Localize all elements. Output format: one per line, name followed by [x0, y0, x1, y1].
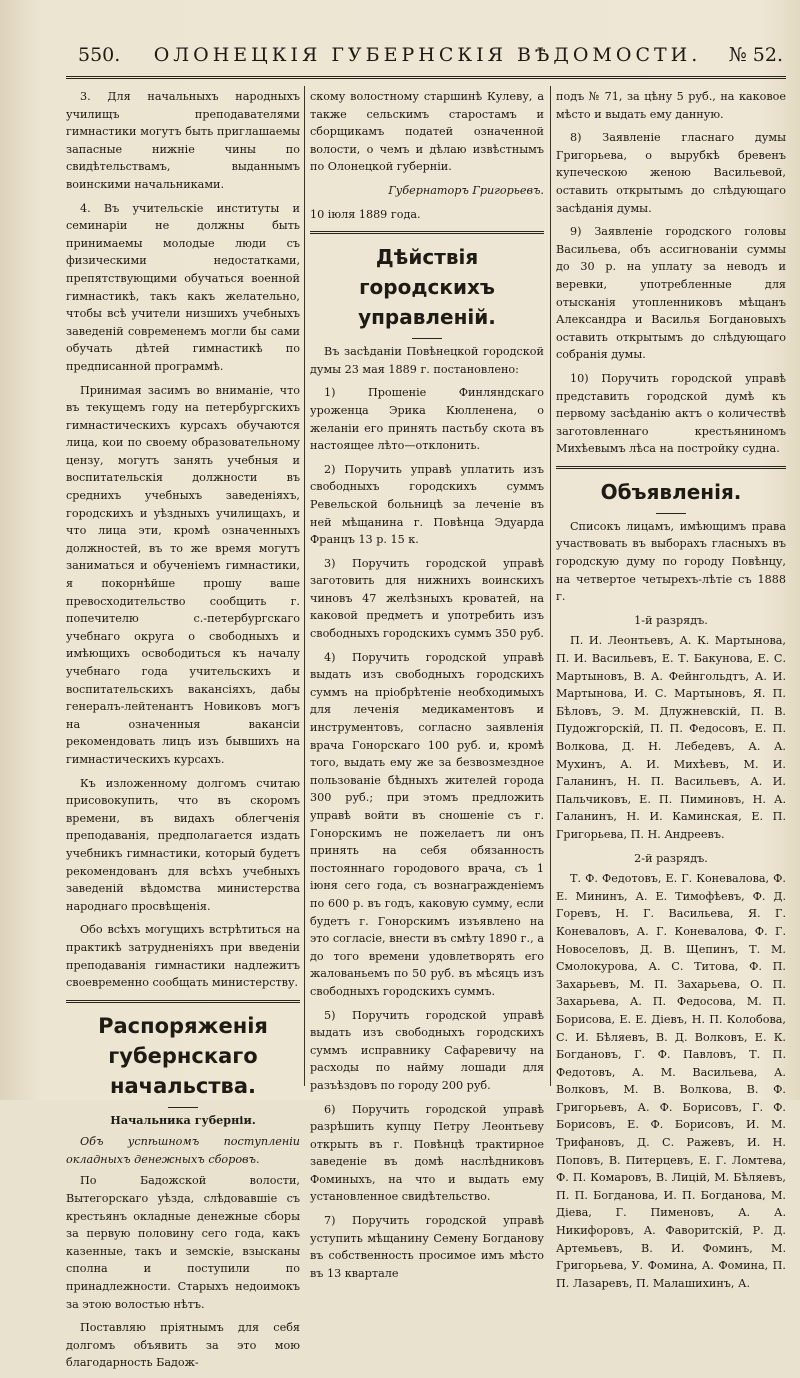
short-divider	[412, 338, 442, 339]
section-rule	[556, 466, 786, 469]
list-item: 10) Поручить городской управѣ представить городской думѣ къ первому засѣданію актъ о количествѣ заготовленнаго крестьяниномъ Михѣевымъ лѣса на постройку судна.	[556, 371, 786, 456]
section-heading: Дѣйствія городскихъ управленій.	[358, 245, 496, 330]
date-line: 10 іюля 1889 года.	[310, 207, 421, 221]
name-list: Т. Ф. Федотовъ, Е. Г. Коневалова, Ф. Е. Мининъ, А. Е. Тимофѣевъ, Ф. Д. Горевъ, Н. Г. Васильева, Я. Г. Коневаловъ, А. Г. Коневалова, Ф. Г. Новоселовъ, Д. В. Щепинъ, Т. М. Смолокурова, А. С. Титова, Ф. П. Захарьевъ, М. П. Захарьева, О. П. Захарьева, А. П. Федосова, М. П. Борисова, Е. Е. Дiевъ, Н. П. Колобова, С. И. Бѣляевъ, В. Д. Волковъ, Е. К. Богдановъ, Г. Ф. Павловъ, Т. П. Федотовъ, А. М. Васильева, А. Волковъ, М. В. Волкова, В. Ф. Григорьевъ, А. Ф. Борисовъ, Г. Ф. Борисовъ, Е. Ф. Борисовъ, И. М. Трифановъ, Д. С. Ражевъ, И. Н. Поповъ, В. Питерцевъ, Е. Г. Ломтева, Ф. П. Комаровъ, В. Лицій, М. Бѣляевъ, П. П. Богданова, И. П. Богданова, М. Дiева, Г. Пименовъ, А. А. Никифоровъ, А. Фаворитскій, Р. Д. Артемьевъ, В. И. Фоминъ, М. Григорьева, У. Фомина, А. Фомина, П. П. Лазаревъ, П. Малашихинъ, А.	[556, 872, 786, 1290]
paragraph: скому волостному старшинѣ Кулеву, а также сельскимъ старостамъ и сборщикамъ податей означенной волости, о чемъ и дѣлаю извѣстнымъ по Олонецкой губерніи.	[310, 90, 544, 174]
paragraph: По Бадожской волости, Вытегорскаго уѣзда, слѣдовавшіе съ крестьянъ окладные денежные сборы за первую половину сего года, какъ казенные, такъ и земскіе, взысканы сполна и поступили по принадлежности. Старыхъ недоимокъ за этою волостью нѣтъ.	[66, 1174, 300, 1311]
subheading: Начальника губерніи.	[110, 1112, 256, 1127]
page-number: 550.	[78, 44, 121, 66]
column-3	[556, 88, 786, 1298]
short-divider	[656, 513, 686, 514]
paragraph: подъ № 71, за цѣну 5 руб., на каковое мѣсто и выдать ему данную.	[556, 90, 786, 121]
paragraph: Списокъ лицамъ, имѣющимъ права участвовать въ выборахъ гласныхъ въ городскую думу по городу Повѣнцу, на четвертое четырехъ-лѣтіе съ 1888 г.	[556, 519, 786, 604]
list-item: 1) Прошеніе Финляндскаго уроженца Эрика Кюлленена, о желаніи его принять пастьбу скота въ настоящее лѣто—отклонить.	[310, 386, 544, 453]
column-divider	[304, 86, 305, 1086]
article-subject: Объ успѣшномъ поступленіи окладныхъ денежныхъ сборовъ.	[66, 1135, 300, 1166]
paragraph: Къ изложенному долгомъ считаю присовокупить, что въ скоромъ времени, въ видахъ облегченія преподаванія, предполагается издать учебникъ гимнастики, который будетъ рекомендованъ для всѣхъ учебныхъ заведеній вѣдомства министерства народнаго просвѣщенія.	[66, 776, 300, 913]
newspaper-title: ОЛОНЕЦКІЯ ГУБЕРНСКІЯ ВѢДОМОСТИ.	[153, 44, 702, 66]
list-item: 5) Поручить городской управѣ выдать изъ свободныхъ городскихъ суммъ исправнику Сафаревичу на расходы по найму лошади для разъѣздовъ по городу 200 руб.	[310, 1008, 544, 1092]
list-item: 9) Заявленіе городского головы Васильева, объ ассигнованіи суммы до 30 р. на уплату за неводъ и веревки, употребленные для отысканія утопленниковъ мѣщанъ Александра и Василья Богдановыхъ оставить открытымъ до слѣдующаго собранія думы.	[556, 225, 786, 362]
section-heading: Распоряженія губернскаго начальства.	[98, 1013, 268, 1098]
list-item: 2) Поручить управѣ уплатить изъ свободныхъ городскихъ суммъ Ревельской больницѣ за леченіе въ ней мѣщанина г. Повѣнца Эдуарда Францъ 13 р. 15 к.	[310, 462, 544, 547]
category-title: 1-й разрядъ.	[634, 613, 708, 627]
section-rule	[310, 231, 544, 234]
section-rule	[66, 1000, 300, 1003]
paragraph: Въ засѣданіи Повѣнецкой городской думы 23 мая 1889 г. постановлено:	[310, 345, 544, 376]
paragraph: 4. Въ учительскіе институты и семинаріи не должны быть принимаемы молодые люди съ физическими недостатками, препятствующими обучаться военной гимнастикѣ, такъ какъ желательно, чтобы всѣ учители низшихъ учебныхъ заведеній современемъ могли бы сами обучать дѣтей гимнастикѣ по предписанной программѣ.	[66, 201, 300, 373]
list-item: 7) Поручить городской управѣ уступить мѣщанину Семену Богданову въ собственность просимое имъ мѣсто въ 13 квартале	[310, 1214, 544, 1280]
header-rule	[66, 76, 786, 79]
short-divider	[168, 1107, 198, 1108]
paragraph: Поставляю пріятнымъ для себя долгомъ объявить за это мою благодарность Бадож-	[66, 1321, 300, 1370]
masthead	[70, 40, 785, 72]
list-item: 6) Поручить городской управѣ разрѣшить купцу Петру Леонтьеву открыть въ г. Повѣнцѣ трактирное заведеніе въ домѣ наслѣдниковъ Фоминыхъ, на что и выдать ему установленное свидѣтельство.	[310, 1102, 544, 1204]
column-2	[310, 88, 544, 1288]
category-title: 2-й разрядъ.	[634, 851, 708, 865]
column-divider	[550, 86, 551, 1086]
column-1	[66, 88, 300, 1378]
paragraph: 3. Для начальныхъ народныхъ училищъ преподавателями гимнастики могутъ быть приглашаемы запасные нижніе чины по свидѣтельствамъ, выданнымъ воинскими начальниками.	[66, 90, 300, 191]
signature: Губернаторъ Григорьевъ.	[388, 183, 544, 197]
paragraph: Принимая засимъ во вниманіе, что въ текущемъ году на петербургскихъ гимнастическихъ курсахъ обучаются лица, кои по своему образовательному цензу, могутъ занять учебныя и воспитательскія должности въ среднихъ учебныхъ заведеніяхъ, городскихъ и уѣздныхъ училищахъ, и что лица эти, кромѣ означенныхъ должностей, въ то же время могутъ заниматься и обученіемъ гимнастики, я покорнѣйше прошу ваше превосходительство сообщить г. попечителю с.-петербургскаго учебнаго округа о свободныхъ и имѣющихъ освободиться къ началу учебнаго года учительскихъ и воспитательскихъ вакансіяхъ, дабы генералъ-лейтенантъ Новиковъ могъ на означенныя вакансіи рекомендовать лицъ изъ бывшихъ на гимнастическихъ курсахъ.	[66, 383, 300, 766]
paragraph: Обо всѣхъ могущихъ встрѣтиться на практикѣ затрудненіяхъ при введеніи преподаванія гимнастики надлежитъ своевременно сообщать министерству.	[66, 923, 300, 990]
issue-number: № 52.	[728, 44, 783, 66]
list-item: 4) Поручить городской управѣ выдать изъ свободныхъ городскихъ суммъ на пріобрѣтеніе необходимыхъ для леченія медикаментовъ и инструментовъ, согласно заявленія врача Гонорскаго 100 руб. и, кромѣ того, выдать ему же за безвозмездное пользованіе бѣдныхъ жителей города 300 руб.; при этомъ предложить управѣ войти въ сношеніе съ г. Гонорскимъ не пожелаетъ ли онъ принять на себя обязанность постояннаго городового врача, съ 1 іюня сего года, съ вознагражденіемъ по 600 р. въ годъ, каковую сумму, если будетъ г. Гонорскимъ изъявлено на это согласіе, внести въ смѣту 1890 г., а до того времени удовлетворять его жалованьемъ по 50 руб. въ мѣсяцъ изъ свободныхъ городскихъ суммъ.	[310, 650, 544, 998]
list-item: 8) Заявленіе гласнаго думы Григорьева, о вырубкѣ бревенъ купеческою женою Васильевой, оставить открытымъ до слѣдующаго засѣданія думы.	[556, 131, 786, 215]
name-list: П. И. Леонтьевъ, А. К. Мартынова, П. И. Васильевъ, Е. Т. Бакунова, Е. С. Мартыновъ, В. А. Фейнгольдтъ, А. И. Мартынова, И. С. Мартыновъ, Я. П. Бѣловъ, Э. М. Длужневскій, П. В. Пудожгорскій, П. П. Федосовъ, Е. П. Волкова, Д. Н. Лебедевъ, А. А. Мухинъ, А. И. Михѣевъ, М. И. Галанинъ, Н. П. Васильевъ, А. И. Пальчиковъ, Е. П. Пиминовъ, Н. А. Галанинъ, Н. И. Каминская, Е. П. Григорьева, П. Н. Андреевъ.	[556, 634, 786, 841]
list-item: 3) Поручить городской управѣ заготовить для нижнихъ воинскихъ чиновъ 47 желѣзныхъ кроватей, на каковой предметъ и употребить изъ свободныхъ городскихъ суммъ 350 руб.	[310, 556, 544, 641]
section-heading: Объявленія.	[600, 479, 742, 504]
